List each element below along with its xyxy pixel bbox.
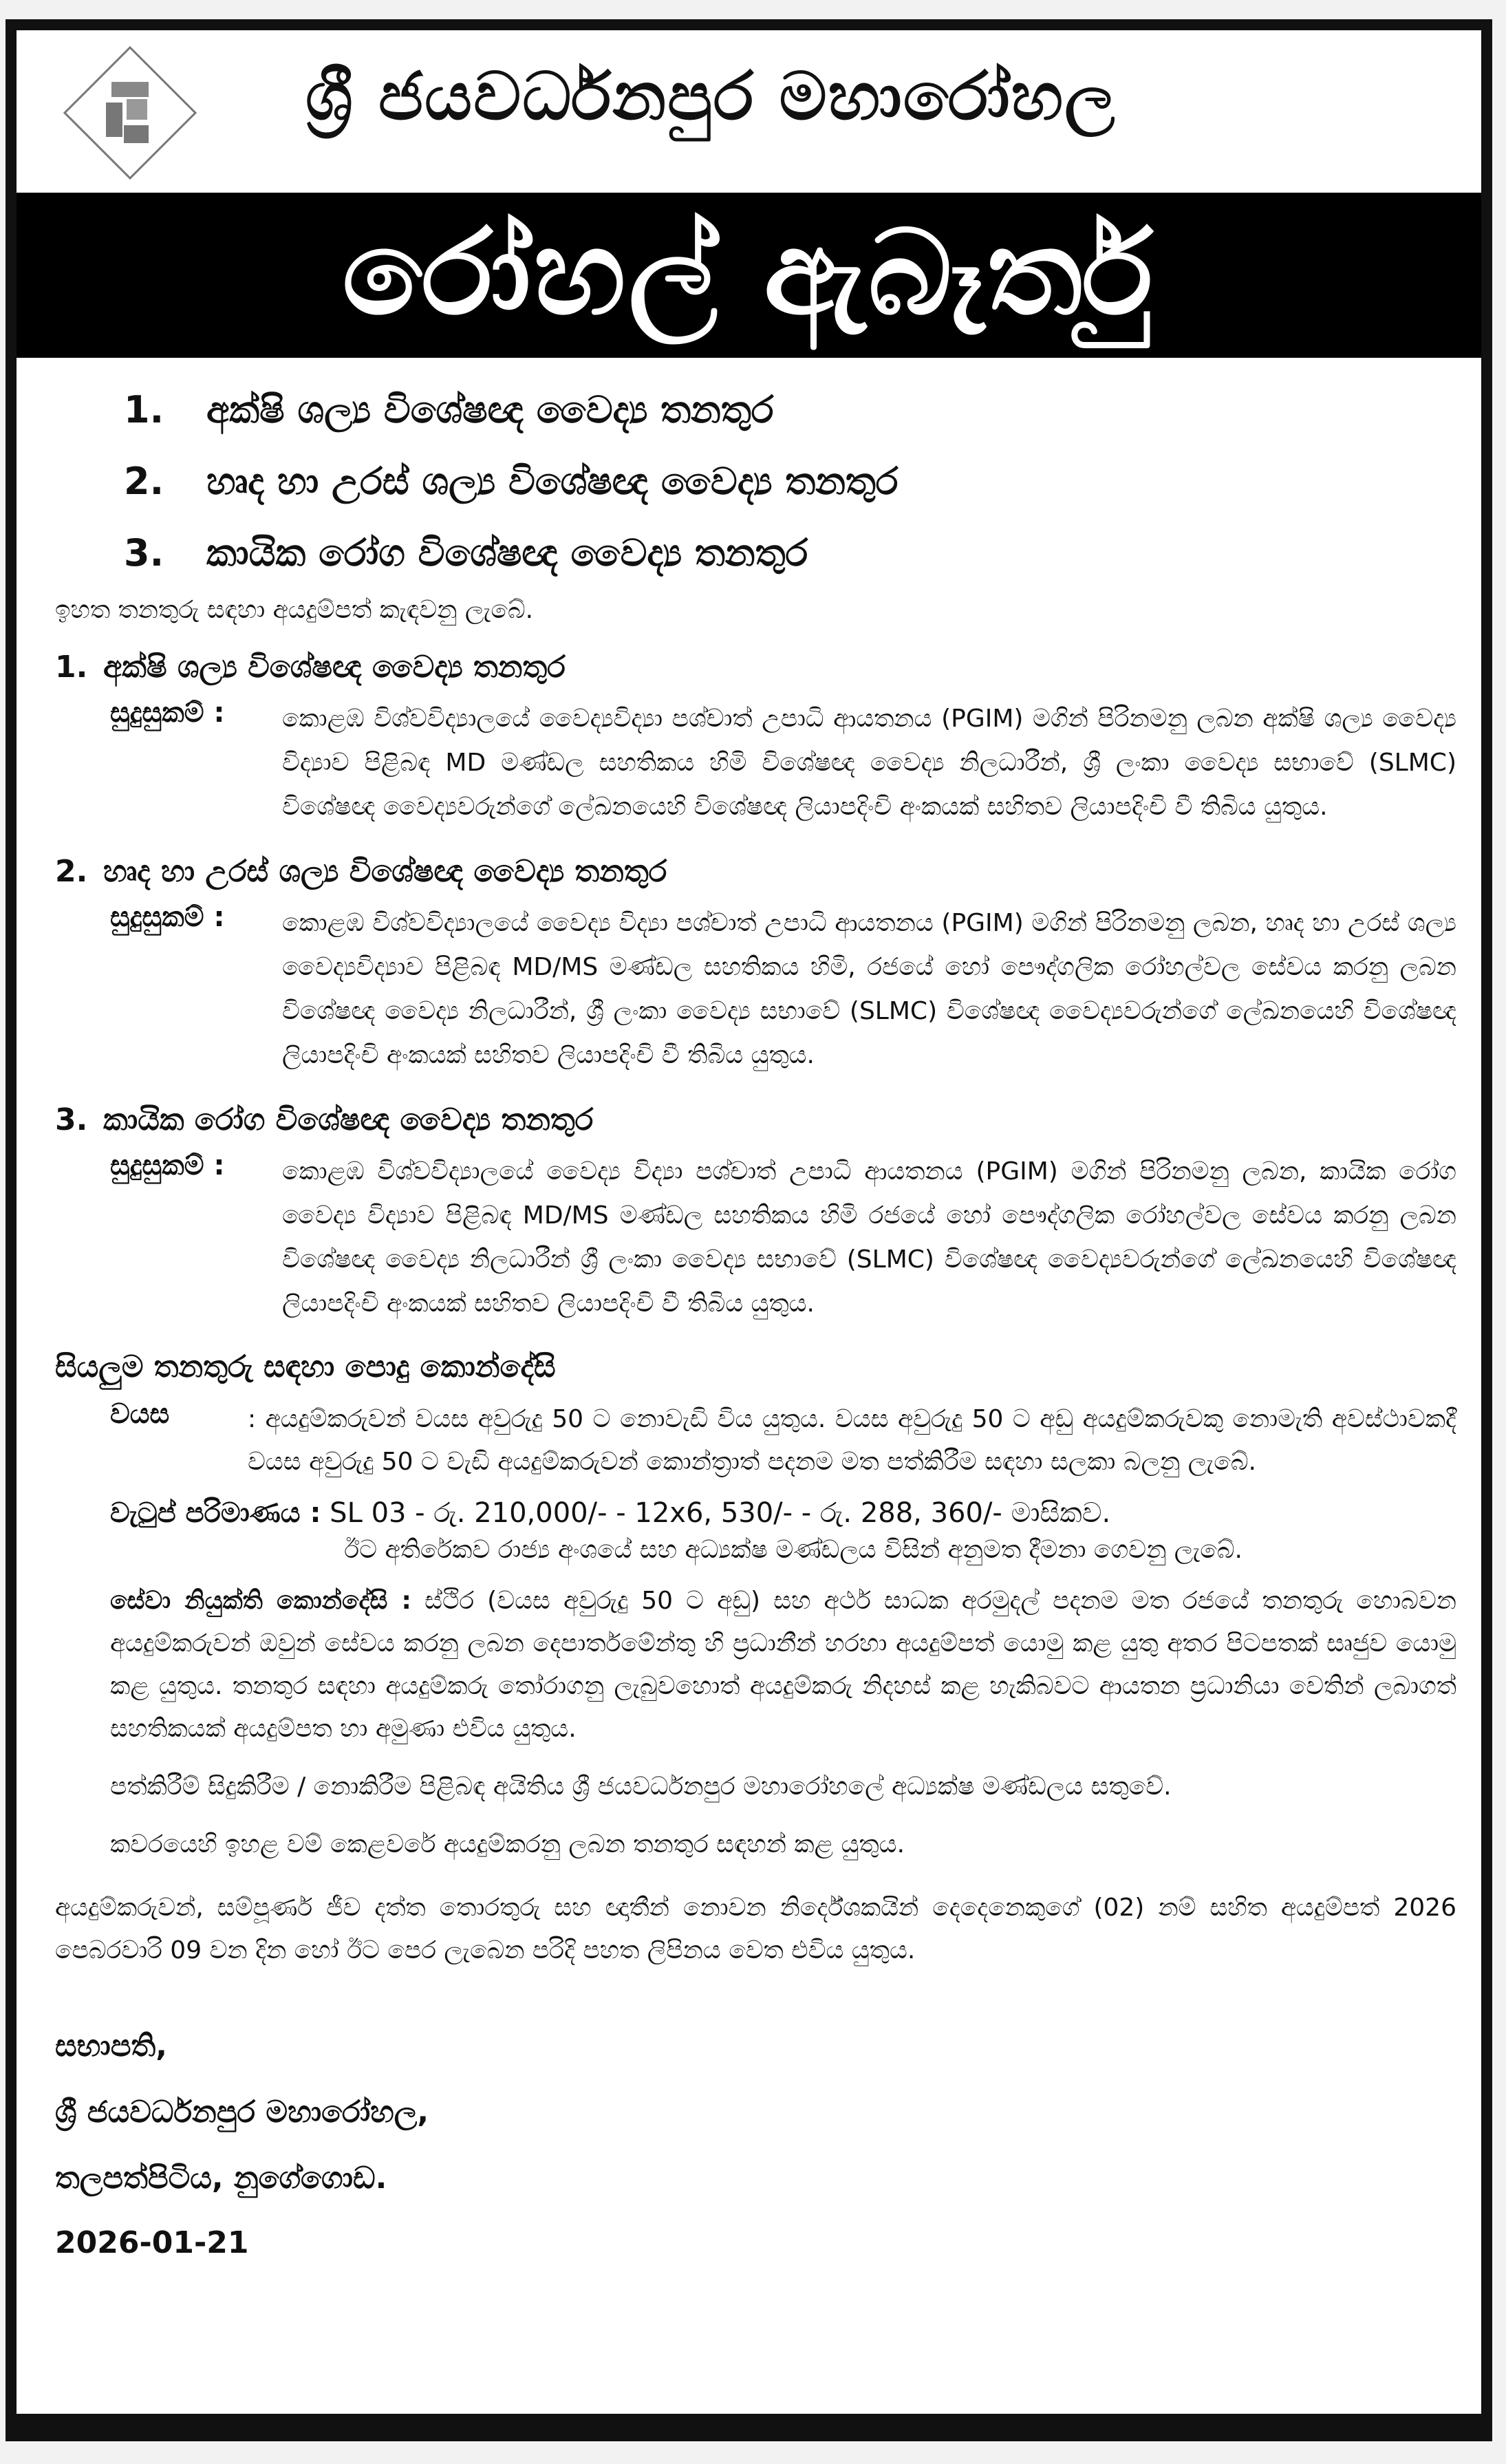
post-title: කායික රෝග විශේෂඥ වෛද්‍ය තනතුර xyxy=(206,531,808,575)
salary-scale xyxy=(110,1497,1456,1529)
section-number: 3. xyxy=(55,1102,88,1137)
section-3 xyxy=(41,1102,1456,1326)
section-title: කායික රෝග විශේෂඥ වෛද්‍ය තනතුර xyxy=(103,1102,594,1137)
application-instructions: අයදුම්කරුවන්, සම්පූර්ණ ජීව දත්ත තොරතුරු සහ ඥාතීන් නොවන නිර්දේශකයින් දෙදෙනෙකුගේ (02) නම් සහිත අයදුම්පත් 2026 පෙබරවාරි 09 වන දින හෝ ඊට පෙර ලැබෙන පරිදි පහත ලිපිනය වෙත එවිය යුතුය. xyxy=(55,1894,1456,1964)
post-number: 1. xyxy=(124,388,164,431)
post-title: අක්ෂි ශල්‍ය විශේෂඥ වෛද්‍ය තනතුර xyxy=(206,388,774,431)
service-conditions xyxy=(110,1580,1456,1750)
age-text: : අයදුම්කරුවන් වයස අවුරුදු 50 ට නොවැඩි විය යුතුය. වයස අවුරුදු 50 ට අඩු අයදුම්කරුවකු නොමැති අවස්ථාවකදී වයස අවුරුදු 50 ට වැඩි අයදුම්කරුවන් කොන්ත්‍රාත් පදනම මත පත්කිරීම සඳහා සලකා බලනු ලැබේ. xyxy=(248,1405,1456,1476)
posts-list xyxy=(124,374,1456,589)
qualifications-label: සුදුසුකම් : xyxy=(110,1150,225,1181)
post-item xyxy=(124,446,1456,517)
qualifications-text: කොළඹ විශ්වවිද්‍යාලයේ වෛද්‍ය විද්‍යා පශ්චාත් උපාධි ආයතනය (PGIM) මගින් පිරිනමනු ලබන, හෘද හා උරස් ශල්‍ය වෛද්‍යවිද්‍යාව පිළිබඳ MD/MS මණ්ඩල සහතිකය හිමි, රජයේ හෝ පෞද්ගලික රෝහල්වල සේවය කරනු ලබන විශේෂඥ වෛද්‍ය නිලධාරීන්, ශ්‍රී ලංකා වෛද්‍ය සභාවේ (SLMC) විශේෂඥ වෛද්‍යවරුන්ගේ ලේඛනයෙහි විශේෂඥ ලියාපදිංචි අංකයක් සහිතව ලියාපදිංචි වී තිබිය යුතුය. xyxy=(282,909,1456,1069)
content xyxy=(17,358,1481,2260)
notice-date: 2026-01-21 xyxy=(55,2225,249,2260)
section-number: 1. xyxy=(55,650,88,685)
rights-text: පත්කිරීම් සිදුකිරීම / නොකිරීම පිළිබඳ අයිතිය ශ්‍රී ජයවර්ධනපුර මහාරෝහලේ අධ්‍යක්ෂ මණ්ඩලය සතුවේ. xyxy=(110,1772,1172,1801)
section-1 xyxy=(41,650,1456,829)
qualifications-label: සුදුසුකම් : xyxy=(110,697,225,729)
post-item xyxy=(124,517,1456,589)
salary-text: SL 03 - රු. 210,000/- - 12x6, 530/- - රු. 288, 360/- මාසිකව. xyxy=(330,1497,1111,1529)
section-title: හෘද හා උරස් ශල්‍ය විශේෂඥ වෛද්‍ය තනතුර xyxy=(103,854,667,889)
banner-title: රෝහල් ඇබෑර්තු xyxy=(342,205,1156,341)
general-conditions-heading: සියලුම තනතුරු සඳහා පොදු කොන්දේසි xyxy=(55,1349,556,1384)
header xyxy=(17,30,1481,193)
post-item xyxy=(124,374,1456,446)
qualifications-text: කොළඹ විශ්වවිද්‍යාලයේ වෛද්‍යවිද්‍යා පශ්චාත් උපාධි ආයතනය (PGIM) මගින් පිරිනමනු ලබන අක්ෂි ශල්‍ය වෛද්‍ය විද්‍යාව පිළිබඳ MD මණ්ඩල සහතිකය හිමි විශේෂඥ වෛද්‍ය නිලධාරීන්, ශ්‍රී ලංකා වෛද්‍ය සභාවේ (SLMC) විශේෂඥ වෛද්‍යවරුන්ගේ ලේඛනයෙහි විශේෂඥ ලියාපදිංචි අංකයක් සහිතව ලියාපදිංචි වී තිබිය යුතුය. xyxy=(282,705,1456,821)
service-label: සේවා නියුක්ති කොන්දේසි : xyxy=(110,1587,411,1615)
section-heading xyxy=(55,854,1456,889)
advertisement-frame xyxy=(6,19,1492,2441)
age-condition xyxy=(110,1398,1456,1483)
qualifications xyxy=(110,1150,1456,1326)
hospital-name: ශ්‍රී ජයවර්ධනපුර මහාරෝහල xyxy=(305,58,1117,135)
signatory-org: ශ්‍රී ජයවර්ධනපුර මහාරෝහල, xyxy=(55,2095,429,2130)
envelope-text: කවරයෙහි ඉහළ වම් කෙළවරේ අයදුම්කරනු ලබන තනතුර සඳහන් කළ යුතුය. xyxy=(110,1830,905,1858)
section-title: අක්ෂි ශල්‍ය විශේෂඥ වෛද්‍ය තනතුර xyxy=(103,650,566,685)
intro-text: ඉහත තනතුරු සඳහා අයදුම්පත් කැඳවනු ලැබේ. xyxy=(55,596,534,624)
signatory-title: සභාපති, xyxy=(55,2028,167,2064)
signature-block xyxy=(55,2013,1456,2211)
salary-label: වැටුප් පරිමාණය : xyxy=(110,1497,321,1529)
section-heading xyxy=(55,650,1456,685)
qualifications-text: කොළඹ විශ්වවිද්‍යාලයේ වෛද්‍ය විද්‍යා පශ්චාත් උපාධි ආයතනය (PGIM) මගින් පිරිනමනු ලබන, කායික රෝග වෛද්‍ය විද්‍යාව පිළිබඳ MD/MS මණ්ඩල සහතිකය හිමි රජයේ හෝ පෞද්ගලික රෝහල්වල සේවය කරනු ලබන විශේෂඥ වෛද්‍ය නිලධාරීන් ශ්‍රී ලංකා වෛද්‍ය සභාවේ (SLMC) විශේෂඥ වෛද්‍යවරුන්ගේ ලේඛනයෙහි විශේෂඥ ලියාපදිංචි අංකයක් සහිතව ලියාපදිංචි වී තිබිය යුතුය. xyxy=(282,1157,1456,1318)
qualifications xyxy=(110,697,1456,829)
section-heading xyxy=(55,1102,1456,1137)
section-2 xyxy=(41,854,1456,1078)
advertisement-body xyxy=(17,30,1481,2414)
post-title: හෘද හා උරස් ශල්‍ය විශේෂඥ වෛද්‍ය තනතුර xyxy=(206,460,899,503)
section-number: 2. xyxy=(55,854,88,889)
service-text: ස්ථිර (වයස අවුරුදු 50 ට අඩු) සහ අර්ථ සාධක අරමුදල් පදනම මත රජයේ තනතුරු හොබවන අයදුම්කරුවන් ඔවුන් සේවය කරනු ලබන දෙපාර්තමේන්තු හි ප්‍රධානීන් හරහා අයදුම්පත් යොමු කළ යුතු අතර පිටපතක් සෘජුව යොමු කළ යුතුය. තනතුර සඳහා අයදුම්කරු තෝරාගනු ලැබුවහොත් අයදුම්කරු නිදහස් කළ හැකිබවට ආයතන ප්‍රධානියා වෙතින් ලබාගත් සහතිකයක් අයදුම්පත හා අමුණා එවිය යුතුය. xyxy=(110,1587,1456,1743)
hospital-logo-icon xyxy=(58,44,202,182)
qualifications xyxy=(110,901,1456,1078)
post-number: 2. xyxy=(124,460,164,503)
qualifications-label: සුදුසුකම් : xyxy=(110,901,225,933)
vacancies-banner xyxy=(17,193,1481,358)
salary-note: ඊට අතිරේකව රාජ්‍ය අංශයේ සහ අධ්‍යක්ෂ මණ්ඩලය විසින් අනුමත දීමනා ගෙවනු ලැබේ. xyxy=(344,1536,1243,1564)
age-label: වයස xyxy=(110,1398,170,1430)
signatory-address: තලපත්පිටිය, නුගේගොඩ. xyxy=(55,2161,387,2196)
post-number: 3. xyxy=(124,531,164,575)
